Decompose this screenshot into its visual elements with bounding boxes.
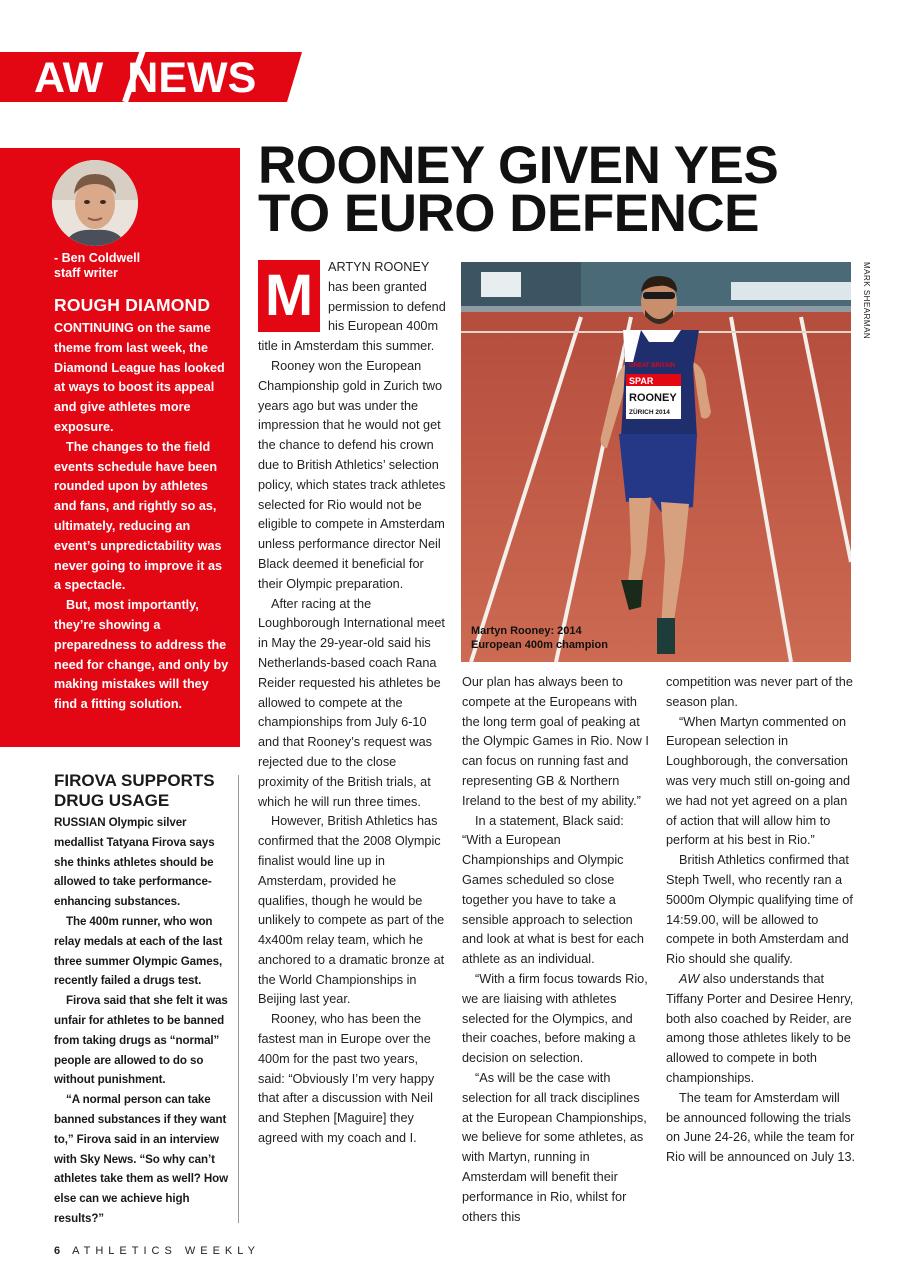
vest-text: GREAT BRITAIN [629, 363, 676, 369]
bib-name: ROONEY [629, 392, 677, 404]
article-paragraph: Rooney, who has been the fastest man in Europe over the 400m for the past two years, said: “Obviously I’m very happy that after a discussion with Neil and Stephen [Maguire] they agreed with my coach and I. [258, 1012, 435, 1146]
masthead [0, 52, 302, 102]
firova-paragraph: Firova said that she felt it was unfair for athletes to be banned from taking drugs as “normal” people are allowed to do so without punishment. [54, 994, 228, 1087]
caption-line: Martyn Rooney: 2014 [471, 625, 582, 637]
firova-heading-line: DRUG USAGE [54, 791, 170, 810]
article-paragraph: Our plan has always been to compete at the Europeans with the long term goal of peaking at the Olympic Games in Rio. Now I can focus on running fast and representing GB & Northern Ireland to the best of my ability.” [462, 675, 649, 808]
firova-body [54, 813, 232, 1229]
article-paragraph: competition was never part of the season plan. [666, 675, 853, 709]
publication-name: ATHLETICS WEEKLY [72, 1245, 260, 1257]
article-paragraph: “With a firm focus towards Rio, we are liaising with athletes selected for the Olympics, and their coaches, before making a decision on selection. [462, 971, 648, 1066]
sidebar-heading: ROUGH DIAMOND [54, 295, 211, 315]
headline-line: TO EURO DEFENCE [258, 184, 759, 243]
firova-heading-line: FIROVA SUPPORTS [54, 771, 215, 790]
article-paragraph: “As will be the case with selection for all track disciplines at the European Championships, we believe for some athletes, as with Martyn, running in Amsterdam will benefit their performance in Rio, whilst for others this [462, 1070, 647, 1224]
author-avatar [52, 160, 138, 246]
firova-heading [54, 771, 232, 811]
headline-line: ROONEY GIVEN YES [258, 136, 779, 195]
article-paragraph-text: also understands that Tiffany Porter and Desiree Henry, both also coached by Reider, are among those athletes likely to be allowed to compete in both championships. [666, 971, 854, 1085]
photo-credit: MARK SHEARMAN [862, 262, 871, 340]
page-number: 6 [54, 1245, 61, 1257]
bib-event: ZÜRICH 2014 [629, 409, 670, 416]
article-paragraph: In a statement, Black said: “With a European Championships and Olympic Games scheduled so close together you have to take a sensible approach to selection and look at what is best for each athlete as an individual. [462, 813, 644, 967]
lead-paragraph [258, 258, 446, 357]
firova-paragraph: RUSSIAN Olympic silver medallist Tatyana Firova says she thinks athletes should be allowed to take performance-enhancing substances. [54, 816, 215, 909]
firova-story [54, 771, 232, 1229]
caption-line: European 400m champion [471, 639, 608, 651]
sidebar-paragraph: CONTINUING on the same theme from last week, the Diamond League has looked at ways to boost its appeal and give athletes more exposure. [54, 321, 225, 434]
article-column-2 [462, 673, 650, 1227]
bib-sponsor: SPAR [629, 376, 654, 386]
article-paragraph: After racing at the Loughborough International meet in May the 29-year-old said his Netherlands-based coach Rana Reider requested his athletes be allowed to compete at the championships from July 6-10 and that Rooney’s request was rejected due to the close proximity of the British trials, at which he will run three times. [258, 596, 445, 809]
article-paragraph: British Athletics confirmed that Steph Twell, who recently ran a 5000m Olympic qualifying time of 14:59.00, will be allowed to compete in both Amsterdam and Rio should she qualify. [666, 853, 853, 967]
sidebar-paragraph: But, most importantly, they’re showing a preparedness to address the need for change, and only by making mistakes will they find a fitting solution. [54, 598, 229, 712]
brand-logo: AW [34, 54, 104, 102]
lead-text: ARTYN ROONEY has been granted permission to defend his European 400m title in Amsterdam this summer. [258, 260, 446, 354]
masthead-logo [34, 54, 256, 103]
article-paragraph: “When Martyn commented on European selection in Loughborough, the conversation was very much still on-going and we had not yet agreed on a plan of action that will allow him to perform at his best in Rio.” [666, 714, 851, 848]
column-divider [238, 775, 239, 1223]
author-role: staff writer [54, 266, 118, 280]
article-paragraph: Rooney won the European Championship gold in Zurich two years ago but was under the impression that he would not get the chance to defend his crown due to British Athletics’ selection policy, which states track athletes selected for Rio would not be eligible to compete in Amsterdam unless performance director Neil Black deemed it beneficial for their Olympic preparation. [258, 358, 446, 591]
publication-abbrev: AW [679, 971, 700, 986]
byline [54, 251, 140, 281]
article-photo [461, 262, 851, 662]
drop-cap: M [258, 260, 320, 332]
article-column-3 [666, 673, 856, 1168]
opinion-sidebar [0, 148, 240, 747]
page-footer [54, 1245, 260, 1257]
article-paragraph [666, 970, 856, 1089]
firova-paragraph: “A normal person can take banned substances if they want to,” Firova said in an interview with Sky News. “So why can’t athletes take them as well? How else can we achieve high results?” [54, 1093, 229, 1225]
sidebar-paragraph: The changes to the field events schedule have been rounded upon by athletes and fans, and rightly so as, ultimately, reducing an event’s unpredictability was never going to improve it as a spectacle. [54, 439, 222, 593]
article-headline [258, 136, 779, 243]
article-column-1 [258, 258, 446, 1149]
section-label: NEWS [127, 54, 257, 102]
article-paragraph: However, British Athletics has confirmed that the 2008 Olympic finalist would line up in Amsterdam, provided he qualifies, though he would be unlikely to compete as part of the 4x400m relay team, which he anchored to a dramatic bronze at the World Championships in Beijing last year. [258, 814, 445, 1007]
sidebar-body [54, 319, 232, 715]
author-name: - Ben Coldwell [54, 251, 141, 265]
photo-caption [471, 624, 608, 652]
firova-paragraph: The 400m runner, who won relay medals at each of the last three summer Olympic Games, recently failed a drugs test. [54, 914, 223, 988]
article-paragraph: The team for Amsterdam will be announced following the trials on June 24-26, while the team for Rio will be announced on July 13. [666, 1090, 856, 1165]
